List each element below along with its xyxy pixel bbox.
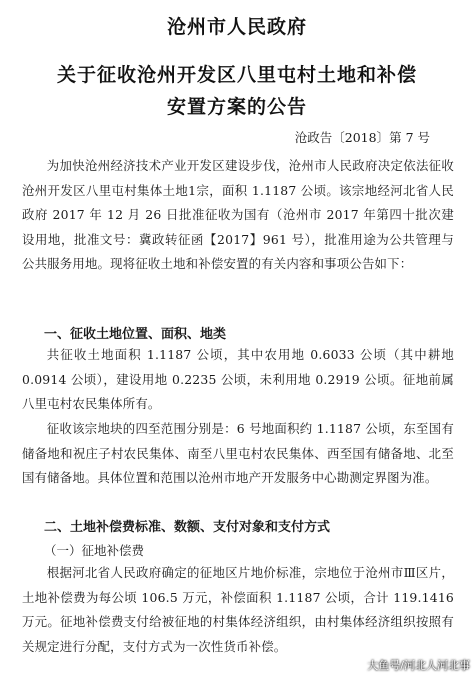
title-issuer: 沧州市人民政府 <box>166 16 307 38</box>
title-subject-line1: 关于征收沧州开发区八里屯村土地和补偿 <box>56 64 417 86</box>
intro-paragraph: 为加快沧州经济技术产业开发区建设步伐，沧州市人民政府决定依法征收沧州开发区八里屯村集体土地1宗，面积 1.1187 公顷。该宗地经河北省人民政府 2017 年 12 月 26 日批准征收为国有（沧州市 2017 年第四十批次建设用地，批准文号：冀政转征函【2017】961 号），批准用途为公共管理与公共服务用地。现将征收土地和补偿安置的有关内容和事项公告如下： <box>22 158 454 272</box>
section2-paragraph-compensation: 根据河北省人民政府确定的征地区片地价标准，宗地位于沧州市Ⅲ区片，土地补偿费为每公顷 106.5 万元，补偿面积 1.1187 公顷，合计 119.1416 万元。征地补偿费支付给被征地的村集体经济组织，由村集体经济组织按照有关规定进行分配，支付方式为一次性货币补偿。 <box>22 565 454 654</box>
section1-heading: 一、征收土地位置、面积、地类 <box>44 327 227 342</box>
document-number: 沧政告〔2018〕第 7 号 <box>294 130 430 145</box>
title-subject-line2: 安置方案的公告 <box>166 96 307 118</box>
section1-paragraph-boundary: 征收该宗地块的四至范围分别是：6 号地面积约 1.1187 公顷，东至国有储备地和祝庄子村农民集体、南至八里屯村农民集体、西至国有储备地、北至国有储备地。具体位置和范围以沧州市地产开发服务中心勘测定界图为准。 <box>22 421 454 486</box>
section2-subheading-compensation: （一）征地补偿费 <box>44 543 145 558</box>
source-watermark: 大鱼号/河北人河北事 <box>367 659 470 672</box>
section2-heading: 二、土地补偿费标准、数额、支付对象和支付方式 <box>44 520 331 535</box>
section1-paragraph-area: 共征收土地面积 1.1187 公顷，其中农用地 0.6033 公顷（其中耕地 0.0914 公顷），建设用地 0.2235 公顷，未利用地 0.2919 公顷。征地前属八里屯村农民集体所有。 <box>22 347 454 412</box>
